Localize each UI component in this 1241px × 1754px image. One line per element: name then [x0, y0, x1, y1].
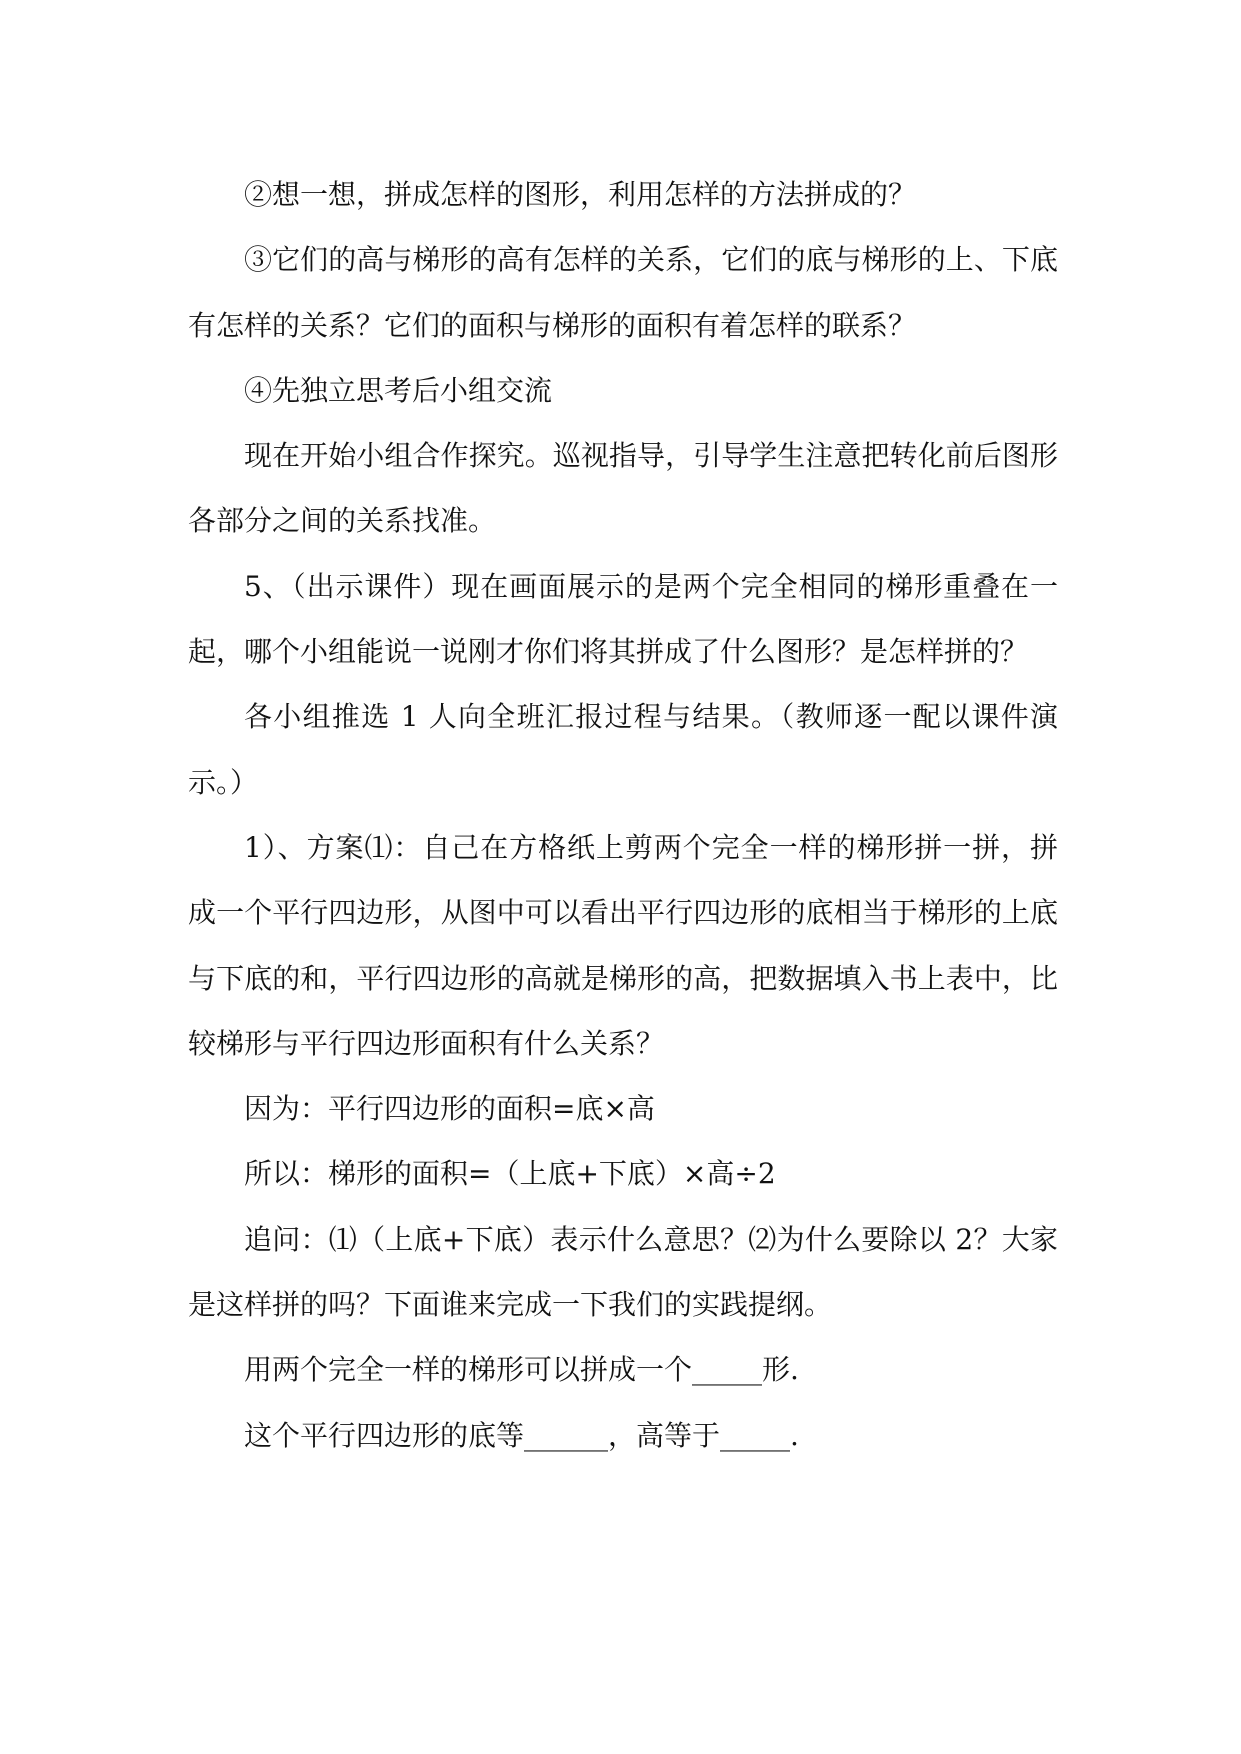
document-body	[188, 162, 1058, 1468]
paragraph-think-then-discuss: ④先独立思考后小组交流	[244, 373, 553, 407]
paragraph-because-formula: 因为：平行四边形的面积=底×高	[244, 1092, 655, 1126]
paragraph-fill-blank-base-height: 这个平行四边形的底等______，高等于_____.	[244, 1418, 799, 1452]
paragraph-fill-blank-shape: 用两个完全一样的梯形可以拼成一个_____形.	[244, 1353, 799, 1387]
paragraph-courseware-display: 5、（出示课件）现在画面展示的是两个完全相同的梯形重叠在一起，哪个小组能说一说刚才你们将其拼成了什么图形？是怎样拼的？	[188, 569, 1058, 669]
paragraph-group-report: 各小组推选 1 人向全班汇报过程与结果。（教师逐一配以课件演示。）	[188, 700, 1058, 799]
paragraph-follow-up-questions: 追问：⑴（上底+下底）表示什么意思？⑵为什么要除以 2？大家是这样拼的吗？下面谁来完成一下我们的实践提纲。	[188, 1222, 1058, 1322]
paragraph-therefore-formula: 所以：梯形的面积=（上底+下底）×高÷2	[244, 1157, 776, 1191]
paragraph-plan-one: 1）、方案⑴：自己在方格纸上剪两个完全一样的梯形拼一拼，拼成一个平行四边形，从图中可以看出平行四边形的底相当于梯形的上底与下底的和，平行四边形的高就是梯形的高，把数据填入书上表中，比较梯形与平行四边形面积有什么关系？	[188, 830, 1058, 1060]
paragraph-group-exploration: 现在开始小组合作探究。巡视指导，引导学生注意把转化前后图形各部分之间的关系找准。	[188, 439, 1058, 538]
paragraph-height-base-relation: ③它们的高与梯形的高有怎样的关系，它们的底与梯形的上、下底有怎样的关系？它们的面积与梯形的面积有着怎样的联系？	[188, 243, 1058, 342]
paragraph-think-shape: ②想一想，拼成怎样的图形，利用怎样的方法拼成的？	[244, 178, 917, 211]
